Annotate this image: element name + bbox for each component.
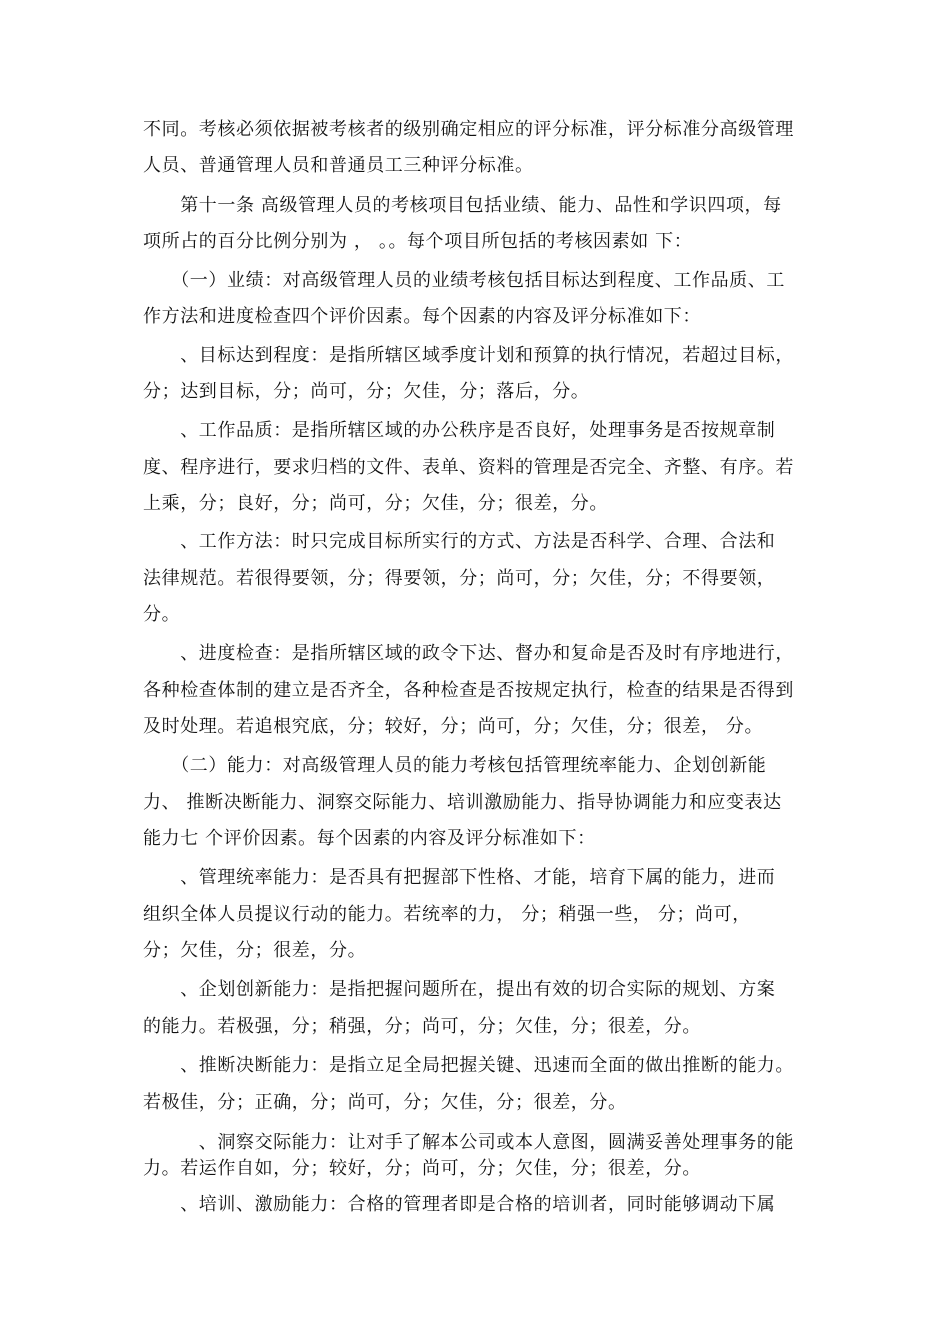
- text-line: 组织全体人员提议行动的能力。若统率的力， 分；稍强一些， 分；尚可，: [143, 904, 751, 925]
- text-line: 及时处理。若追根究底，分；较好，分；尚可，分；欠佳，分；很差， 分。: [143, 716, 764, 737]
- text-line: 、培训、激励能力：合格的管理者即是合格的培训者，同时能够调动下属: [143, 1194, 776, 1215]
- text-line: 、工作品质：是指所辖区域的办公秩序是否良好，处理事务是否按规章制: [143, 420, 776, 441]
- text-line: 项所占的百分比例分别为 ， 。。每个项目所包括的考核因素如 下：: [143, 231, 693, 252]
- text-line: 、洞察交际能力：让对手了解本公司或本人意图，圆满妥善处理事务的能: [143, 1132, 794, 1153]
- text-line: 分；达到目标，分；尚可，分；欠佳，分；落后，分。: [143, 381, 590, 402]
- text-line: 力、 推断决断能力、洞察交际能力、培训激励能力、指导协调能力和应变表达: [143, 792, 782, 813]
- text-line: 第十一条 高级管理人员的考核项目包括业绩、能力、品性和学识四项，每: [143, 195, 782, 216]
- text-line: 各种检查体制的建立是否齐全，各种检查是否按规定执行，检查的结果是否得到: [143, 680, 794, 701]
- text-line: 分。: [143, 604, 181, 625]
- text-line: 上乘，分；良好，分；尚可，分；欠佳，分；很差，分。: [143, 493, 608, 514]
- text-line: 、进度检查：是指所辖区域的政令下达、督办和复命是否及时有序地进行，: [143, 643, 794, 664]
- text-line: 、目标达到程度：是指所辖区域季度计划和预算的执行情况，若超过目标，: [143, 345, 794, 366]
- text-line: 法律规范。若很得要领，分；得要领，分；尚可，分；欠佳，分；不得要领，: [143, 568, 776, 589]
- text-line: 不同。考核必须依据被考核者的级别确定相应的评分标准，评分标准分高级管理: [143, 119, 794, 140]
- text-line: 作方法和进度检查四个评价因素。每个因素的内容及评分标准如下：: [143, 306, 701, 327]
- text-line: 若极佳，分；正确，分；尚可，分；欠佳，分；很差，分。: [143, 1092, 627, 1113]
- text-line: 、推断决断能力：是指立足全局把握关键、迅速而全面的做出推断的能力。: [143, 1055, 794, 1076]
- text-line: （二）能力：对高级管理人员的能力考核包括管理统率能力、企划创新能: [143, 755, 767, 776]
- text-line: 能力七 个评价因素。每个因素的内容及评分标准如下：: [143, 828, 596, 849]
- text-line: （一）业绩：对高级管理人员的业绩考核包括目标达到程度、工作品质、工: [143, 270, 785, 291]
- text-line: 、企划创新能力：是指把握问题所在，提出有效的切合实际的规划、方案: [143, 979, 776, 1000]
- text-line: 人员、普通管理人员和普通员工三种评分标准。: [143, 155, 534, 176]
- text-line: 力。若运作自如，分；较好，分；尚可，分；欠佳，分；很差，分。: [143, 1158, 701, 1179]
- text-line: 分；欠佳，分；很差，分。: [143, 940, 367, 961]
- text-line: 的能力。若极强，分；稍强，分；尚可，分；欠佳，分；很差，分。: [143, 1016, 701, 1037]
- text-line: 、工作方法：时只完成目标所实行的方式、方法是否科学、合理、合法和: [143, 531, 776, 552]
- text-line: 、管理统率能力：是否具有把握部下性格、才能，培育下属的能力，进而: [143, 867, 776, 888]
- text-line: 度、程序进行，要求归档的文件、表单、资料的管理是否完全、齐整、有序。若: [143, 457, 794, 478]
